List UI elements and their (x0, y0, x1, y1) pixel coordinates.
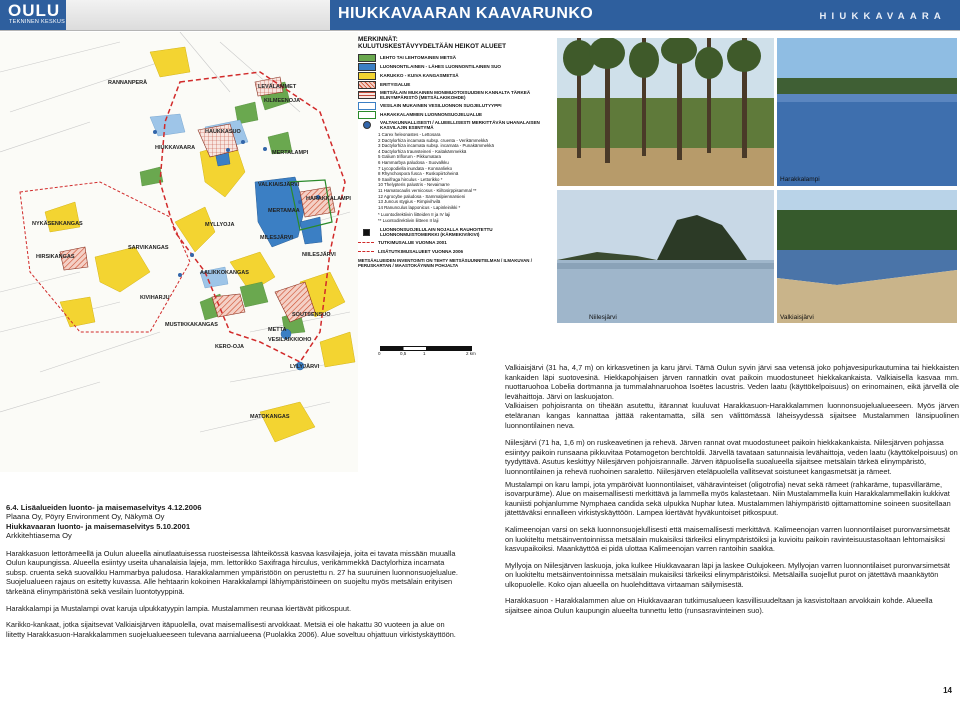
authors-line: Arkkitehtiasema Oy (6, 531, 72, 541)
logo-subtitle: TEKNINEN KESKUS (9, 19, 66, 25)
page-title: HIUKKAVAARAN KAAVARUNKO (338, 5, 594, 22)
metsalaki-swatch (358, 91, 376, 99)
map-label: KILMEENOJA (264, 98, 301, 104)
photo-caption: Harakkalampi (780, 176, 820, 183)
map-label: MERTAMAA (268, 208, 300, 214)
species-item: 11 Hamatocaulis vernicosus - Kiiltosirppisammal ** (378, 187, 477, 193)
legend-item (358, 110, 550, 119)
scale-bar-graphic (380, 346, 472, 351)
species-item: 12 Agrocybe paludosa - Sammalpiennarsieni (378, 193, 466, 199)
map-label: METTA (268, 327, 287, 333)
paragraph: Valkiaisjärvi (31 ha, 4,7 m) on kirkasvetinen ja karu järvi. Tämä Oulun syvin järvi saa vetensä joko pohjavesipurkautumina tai hiekkaisten kankaiden läpi suotovesinä. Hiekkapohjaisen järven rannatkin ovat paikoin muodostuneet hiekkakankaista. Valkiaisella kasvaa mm. nuottaruohoa Lobelia dortmanna ja tummalahnaruohoa Isoëtes lacustris. Veden laatu (käyttökelpoisuus) on erinomainen, eikä järvellä ole levähaittoja. Järvi on laskuojaton. (505, 363, 959, 401)
legend-item (358, 89, 550, 101)
species-item: 8 Rhynchospora fusca - Ruskopiirtoheinä (378, 171, 459, 177)
scale-label: 1 (423, 351, 426, 356)
species-item: 14 Ranunculus lapponicus - Lapinleinikki * (378, 204, 461, 210)
legend-item (358, 80, 550, 89)
harakkalampi-photo (777, 38, 957, 186)
scale-label: 2 km (466, 351, 476, 356)
legend-subtitle: KULUTUSKESTÄVYYDELTÄÄN HEIKOT ALUEET (358, 43, 507, 50)
map-label: MILESJÄRVI (260, 235, 293, 241)
map-label: HARAKKALAMPI (306, 196, 351, 202)
map-label: KIVIHARJU (140, 295, 170, 301)
map-label: VESILAIKKIOHO (268, 337, 312, 343)
legend-item-label: LUONNONTILAINEN - LÄHES LUONNONTILAINEN SUO (380, 64, 501, 69)
paragraph: Harakkasuon lettorämeellä ja Oulun alueella ainutlaatuisessa ruosteisessa lähteikössä kasvaa kasvilajeja, joita ei tavata missään muualla Oulun kaupungissa. Alueella esiintyy useita uhanalaisia lajeja, mm. lettorikko Saxifraga hirculus, verikämmekkä Dactylorhiza incarnata subsp. cruenta sekä suovalkku Hammarbya paludosa. Harakkalammen ympäristöön on perustettu n. 27 ha suuruinen luonnonsuojelualue. Suojelualueen rajaus on esitetty kuvassa. Alle hehtaarin kokoinen Harakkalampi lähiympäristöineen on suojeltu myös metsälain erityisen tärkeänä elinympäristönä sekä vesilain luontotyyppinä. (6, 548, 458, 596)
species-item: 13 Juncus stygius - Rimpivihvilä (378, 199, 441, 205)
species-item: 2 Dactylorhiza incarnata subsp. cruenta - Verikämmekkä (378, 137, 488, 143)
paragraph: Kalimeenojan varsi on sekä luonnonsuojelullisesti että maisemallisesti merkittävä. Kalimeenojan varren luonnontilaiset puronvarsimetsät on luokiteltu metsäinventoinnissa metsälain mukaisiksi tärkeiksi elinympäristöiksi ja kuvioitu paikoin ravinteisuustasoltaan lehtomaisiksi kasvupaikoiksi. Maankäyttöä ei pidä ulottaa Kalimeenojan varren rantoihin saakka. (505, 524, 950, 554)
oulu-logo (0, 0, 66, 30)
lehto-swatch (358, 54, 376, 62)
paragraph: Niilesjärvi (71 ha, 1,6 m) on ruskeavetinen ja rehevä. Järven rannat ovat muodostuneet paikoin hiekkakankaista. Niilesjärven pohjassa esiintyy paikoin runsaana pikkuvitaa Potamogeton berchtoldii. Järvellä tavataan satunnaisia levähaittoja, veden laatu (käyttökelpoisuus) on tyydyttävä. Asutus keskittyy Niilesjärven pohjoisrannalle. Järven itäpuolisella suoalueella sijaitsee metsälain tärkeä elinympäristö, luonnontilainen ja rehevä ruohoinen saraletto. Niilesjärven eteläpuolella vallitsevat soistuneet kangasmetsät ja rämeet. (505, 438, 958, 476)
map-label: VALKIAISJÄRVI (258, 182, 300, 188)
page-number: 14 (943, 686, 952, 695)
species-item: 9 Saxifraga hirculus - Lettorikko * (378, 176, 443, 182)
paragraph: Karikko-kankaat, jotka sijaitsevat Valkiaisjärven itäpuolella, ovat maisemallisesti arvokkaat. Metsiä ei ole hakattu 30 vuoteen ja alue on liitetty Harakkasuon-Harakkalammen suojelualueeseen tulevana aarnialueena (Puolakka 2006). Alue soveltuu ohjattuun virkistyskäyttöön. (6, 620, 456, 639)
legend-item (358, 247, 550, 256)
species-marker-icon (363, 121, 371, 129)
authors-line: Plaana Oy, Pöyry Environment Oy, Näkymä Oy (6, 512, 165, 522)
legend-title: MERKINNÄT: (358, 36, 398, 43)
stone-marker-icon (363, 229, 370, 236)
legend-item-label: TUTKIMUSALUE VUONNA 2001 (378, 239, 447, 245)
species-item: 1 Carex heleonastes - Lettosara (378, 132, 441, 137)
legend-item (358, 101, 550, 110)
map-label: MATOKANGAS (250, 414, 290, 420)
legend-item-label: ERITYISALUE (380, 82, 411, 87)
map-label: RANNANPERÄ (108, 80, 148, 86)
species-list (358, 132, 550, 224)
paragraph: Harakkasuon - Harakkalammen alue on Hiukkavaaran tutkimusalueen kasvillisuudeltaan ja kasvistoltaan arvokkain kohde. Alueella sijaitsee ainoa Oulun kaupungin alueelta tunnettu letto (runsasravinteinen suo). (505, 596, 933, 616)
species-item: 3 Dactylorhiza incarnata subsp. incarnata - Punakämmekkä (378, 143, 494, 149)
map-label: LEVÄLAMMET (258, 84, 297, 90)
legend-item-label: METSÄLAIN MUKAINEN MONIMUOTOISUUDEN KANNALTA TÄRKEÄ ELINYMPÄRISTÖ (METSÄLAKIKOHDE) (380, 89, 531, 100)
paragraph: Harakkalampi ja Mustalampi ovat karuja ulpukkatyypin lampia. Mustalammen reunaa kiertävät pitkospuut. (6, 603, 352, 613)
scale-label: 0 (378, 351, 381, 356)
suojelualue-swatch (358, 111, 376, 119)
legend-item-label: VESILAIN MUKAINEN VESILUONNON SUOJELUTYYPPI (380, 103, 502, 108)
legend-item-label: LEHTO TAI LEHTOMAINEN METSÄ (380, 55, 457, 60)
paragraph: Valkiaisen pohjoisranta on tiheään asutettu, itärannat kuuluvat Harakkasuon-Harakkalammen luonnonsuojelualueeseen. Myös järven eteläranan kangas kannattaa jättää rakentamatta, sillä sen välittömässä läheisyydessä sijaitsee Mustalammen länsipuolinen luonnontilainen neva. (505, 401, 959, 430)
karukko-swatch (358, 72, 376, 80)
paragraph: Mustalampi on karu lampi, jota ympäröivät luonnontilaiset, vähäravinteiset (oligotrofia) nevat sekä rämeet (rahkaräme, tupasvillaräme, isovarpuräme). Alue on maisemallisesti merkittävä ja lammella myös kalastetaan. Niin Mustalammella kuin Harakkalammellakin kukkivat kauniisti pohjanlumme Nymphaea candida sekä ulpukka Nuphar lutea. Mustalammen lähiympäristö ojittamattomine soineen suositellaan jätettäväksi ennalleen virkistyskäyttöön. Lampea kiertävät hyväkuntoiset pitkospuut. (505, 479, 951, 518)
boundary-2006-swatch (358, 251, 374, 252)
photo-caption: Valkiaisjärvi (780, 314, 814, 321)
photo-caption: Niilesjärvi (589, 314, 617, 321)
erityisalue-swatch (358, 81, 376, 89)
map-label: MERTALAMPI (272, 150, 309, 156)
right-text-column (505, 363, 959, 616)
map-label: NIILESJÄRVI (302, 252, 336, 258)
legend-item (358, 71, 550, 80)
section-heading: 6.4. Lisäalueiden luonto- ja maisemaselvitys 4.12.2006 (6, 503, 202, 512)
brand-name: HIUKKAVAARA (819, 11, 946, 22)
left-text-column (6, 503, 464, 639)
legend-item-label: LUONNONSUOJELULAIN NOJALLA RAUHOITETTU LUONNONMUISTOMERKKI (KÄRMEKIVI/KIVI) (380, 226, 493, 237)
nature-map (0, 32, 358, 472)
map-label: LYLYJÄRVI (290, 364, 320, 370)
species-item: 5 Galium triflorum - Pikkumatara (378, 154, 441, 160)
section-subheading: Hiukkavaaran luonto- ja maisemaselvitys 5.10.2001 (6, 521, 191, 531)
title-bar (330, 0, 960, 30)
legend-item (358, 62, 550, 71)
legend-item (358, 119, 550, 131)
legend-note: * Luontodirektiivin liitteiden II ja IV laji (378, 212, 451, 218)
map-label: HAUKKASUO (205, 129, 241, 135)
legend-item (358, 227, 550, 238)
legend-item-label: VALTAKUNNALLISESTI / ALUEELLISESTI MERKITTÄVÄN UHANALAISEN KASVILAJIN ESIINTYMÄ (380, 119, 540, 130)
page-header (0, 0, 960, 31)
legend-note: METSÄALUEIDEN INVENTOINTI ON TEHTY METSÄSUUNNITELMAN / ILMAKUVAN / PERUSKARTAN / MAASTOKÄYNNIN POHJALTA (358, 257, 532, 269)
logo-text: OULU (8, 1, 61, 20)
niilesjarvi-photo (557, 190, 774, 323)
map-label: NYKÄSENKANGAS (32, 221, 83, 227)
species-item: 4 Dactylorhiza traunsteineri - Kaitakämmekkä (378, 148, 467, 154)
legend-item (358, 53, 550, 62)
map-label: MYLLYOJA (205, 222, 235, 228)
valkiaisjarvi-photo (777, 190, 957, 323)
species-item: 6 Hammarbya paludosa - Suovalkku (378, 159, 449, 165)
map-label: HIRSIKANGAS (36, 254, 75, 260)
vesilaki-swatch (358, 102, 376, 110)
legend-item-label: LISÄTUTKIMUSALUEET VUONNA 2006 (378, 248, 464, 254)
map-label: SARVIKANGAS (128, 245, 169, 251)
legend-item-label: HARAKKALAMMEN LUONNONSUOJELUALUE (380, 112, 483, 117)
legend-item (358, 238, 550, 247)
map-label: AALIKKOKANGAS (200, 270, 249, 276)
paragraph: Myllyoja on Niilesjärven laskuoja, joka kulkee Hiukkavaaran läpi ja laskee Oulujokeen. Myllyojan varren luonnontilaiset puronvarsimetsät on luokiteltu metsäinventoinnissa metsälain mukaisiksi tärkeiksi elinympäristöiksi. Metsälailla suojellut purot on jätettävä maankäytön ulkopuolelle. Koko ojan alueella on huolehdittava virtaaman säilymisestä. (505, 560, 950, 589)
scale-bar (380, 346, 480, 360)
species-item: 7 Lycopodiella inundata - Konnanlieko (378, 165, 453, 171)
legend-note: ** Luontodirektiivin liitteen II laji (378, 217, 439, 223)
map-label: MUSTIKKAKANGAS (165, 322, 218, 328)
scale-label: 0,5 (400, 351, 407, 356)
map-legend (358, 36, 550, 366)
suo-swatch (358, 63, 376, 71)
map-label: SOUTSENSUO (292, 312, 331, 318)
forest-photo (557, 38, 774, 186)
map-label: KERO-OJA (215, 344, 245, 350)
map-label: HIUKKAVAARA (155, 145, 196, 151)
species-item: 10 Thelypteris palustris - Nevaimarre (378, 182, 450, 188)
boundary-2001-swatch (358, 242, 374, 243)
legend-item-label: KARUKKO - KUIVA KANGASMETSÄ (380, 73, 459, 78)
